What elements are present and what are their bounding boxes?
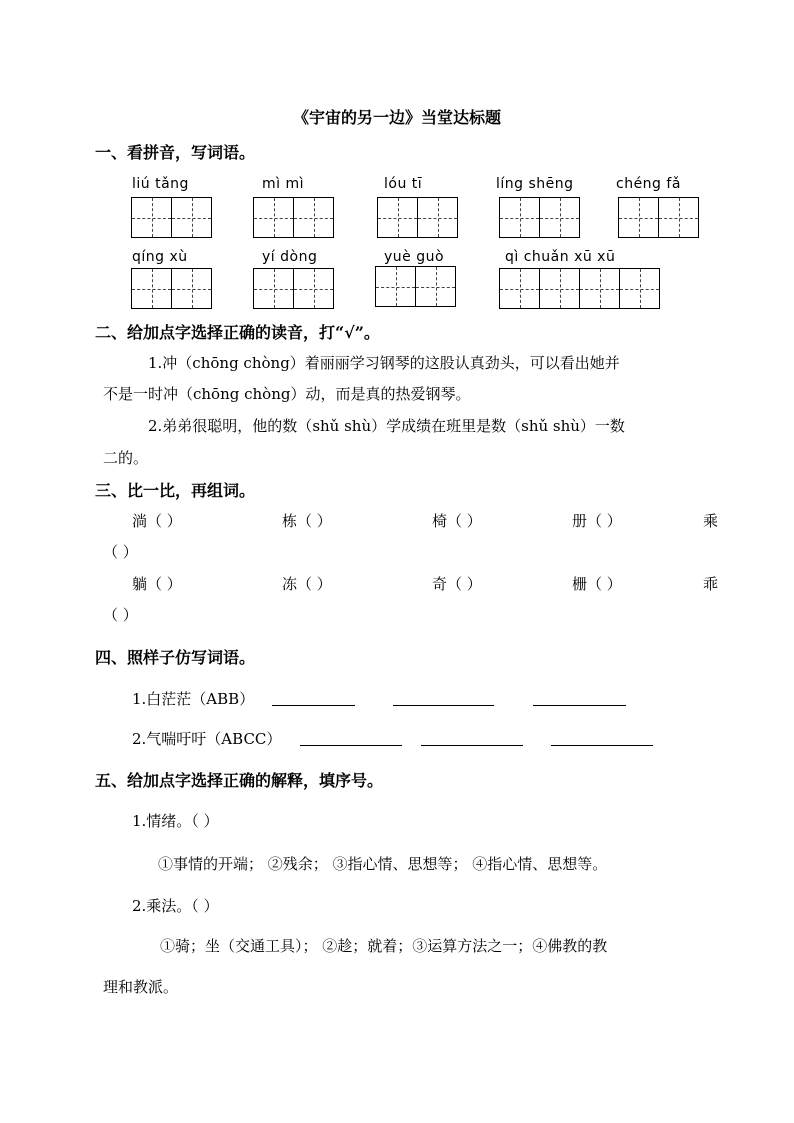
section4-heading: 四、照样子仿写词语。 xyxy=(95,648,256,667)
s3-item-5: 乘 xyxy=(703,512,719,530)
tianzige-1[interactable] xyxy=(131,197,211,238)
s3-item-4: 册（ ） xyxy=(572,512,622,530)
s4-blank-1b[interactable] xyxy=(393,704,494,706)
s4-blank-2a[interactable] xyxy=(300,744,402,746)
page-title: 《宇宙的另一边》当堂达标题 xyxy=(292,108,501,127)
s4-blank-2c[interactable] xyxy=(551,744,653,746)
s3-item-10: 乖 xyxy=(703,575,719,593)
s3-item-9: 栅（ ） xyxy=(572,575,622,593)
s2-line-3: 2.弟弟很聪明，他的数（shǔ shù）学成绩在班里是数（shǔ shù）一数 xyxy=(148,417,625,435)
pinyin-5: chéng fǎ xyxy=(616,176,681,192)
section2-heading: 二、给加点字选择正确的读音，打“√”。 xyxy=(95,323,380,342)
section1-heading: 一、看拼音，写词语。 xyxy=(95,143,256,162)
s3-item-1: 淌（ ） xyxy=(132,512,182,530)
tianzige-3[interactable] xyxy=(377,197,457,238)
s2-line-1: 1.冲（chōng chòng）着丽丽学习钢琴的这股认真劲头，可以看出她并 xyxy=(148,354,620,372)
s4-blank-1c[interactable] xyxy=(533,704,626,706)
s5-q2-options-cont: 理和教派。 xyxy=(103,978,179,996)
s3-item-2: 栋（ ） xyxy=(282,512,332,530)
tianzige-8[interactable] xyxy=(375,266,455,307)
tianzige-5[interactable] xyxy=(618,197,698,238)
s4-blank-2b[interactable] xyxy=(421,744,523,746)
tianzige-4[interactable] xyxy=(499,197,579,238)
pinyin-3: lóu tī xyxy=(384,176,423,192)
s3-item-3: 椅（ ） xyxy=(432,512,482,530)
pinyin-2: mì mì xyxy=(262,176,305,192)
pinyin-7: yí dòng xyxy=(262,249,318,265)
s5-q1-options: ①事情的开端； ②残余； ③指心情、思想等； ④指心情、思想等。 xyxy=(158,855,608,873)
tianzige-9[interactable] xyxy=(499,268,659,309)
section5-heading: 五、给加点字选择正确的解释，填序号。 xyxy=(95,771,384,790)
s3-item-8: 奇（ ） xyxy=(432,575,482,593)
s2-line-2: 不是一时冲（chōng chòng）动，而是真的热爱钢琴。 xyxy=(103,385,471,403)
pinyin-9: qì chuǎn xū xū xyxy=(505,249,616,265)
pinyin-1: liú tǎng xyxy=(132,176,189,192)
s3-item-6: 躺（ ） xyxy=(132,575,182,593)
pinyin-4: líng shēng xyxy=(496,176,574,192)
pinyin-6: qíng xù xyxy=(132,249,188,265)
s5-q2: 2.乘法。（ ） xyxy=(132,897,219,915)
s4-item-1: 1.白茫茫（ABB） xyxy=(132,690,255,708)
s4-item-2: 2.气喘吁吁（ABCC） xyxy=(132,730,282,748)
s3-item-10-paren: （ ） xyxy=(103,606,138,624)
s3-item-5-paren: （ ） xyxy=(103,543,138,561)
s4-blank-1a[interactable] xyxy=(272,704,355,706)
section3-heading: 三、比一比，再组词。 xyxy=(95,481,256,500)
s2-line-4: 二的。 xyxy=(103,449,149,467)
tianzige-2[interactable] xyxy=(253,197,333,238)
tianzige-7[interactable] xyxy=(253,268,333,309)
s5-q2-options: ①骑；坐（交通工具）； ②趁；就着；③运算方法之一；④佛教的教 xyxy=(160,937,608,955)
s3-item-7: 冻（ ） xyxy=(282,575,332,593)
s5-q1: 1.情绪。（ ） xyxy=(132,812,219,830)
pinyin-8: yuè guò xyxy=(384,249,445,265)
tianzige-6[interactable] xyxy=(131,268,211,309)
